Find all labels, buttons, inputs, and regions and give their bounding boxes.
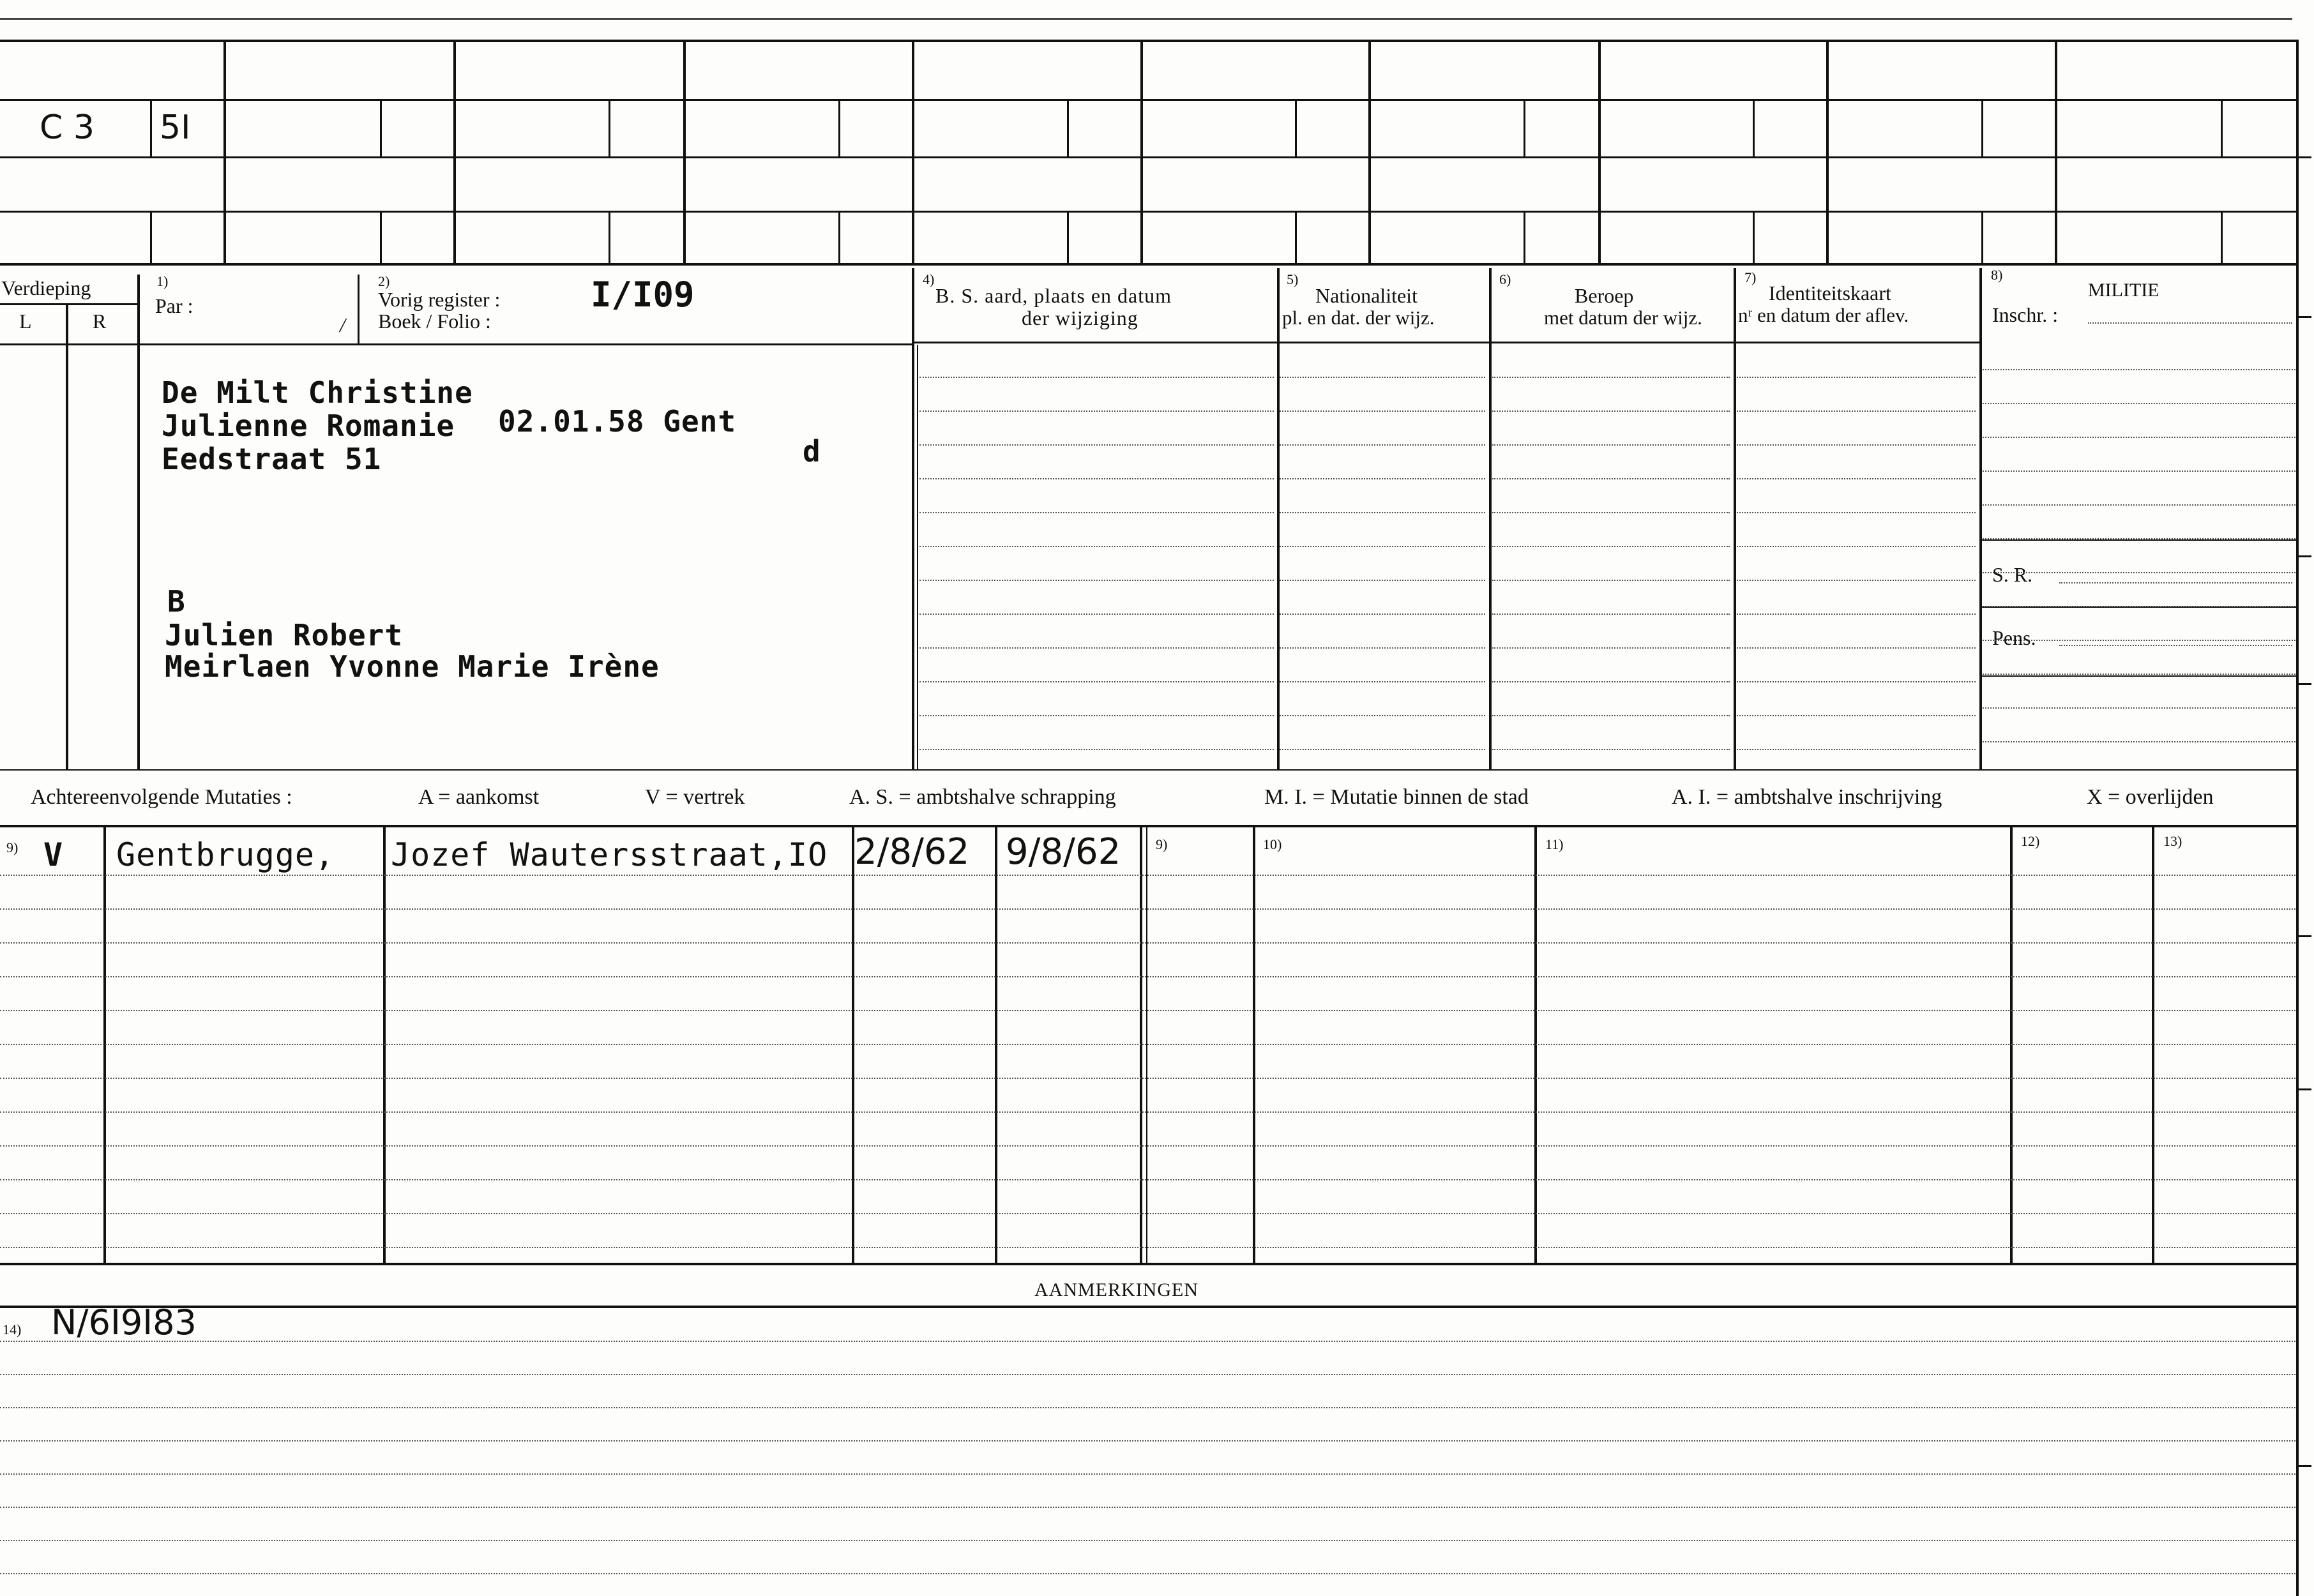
nat-label-2: pl. en dat. der wijz.: [1282, 306, 1435, 329]
pens-label: Pens.: [1992, 626, 2036, 649]
ruled-line: [1983, 504, 2295, 506]
ruled-line: [1492, 580, 1730, 581]
bs-left-divider-2: [917, 345, 918, 769]
header-bottom-right: [913, 342, 1979, 343]
vorig-register-value: I/I09: [591, 275, 695, 315]
ruled-line: [919, 647, 1274, 649]
ruled-line: [1492, 512, 1730, 513]
par-label: Par :: [155, 294, 193, 317]
ruled-line: [919, 580, 1274, 581]
remarks-title: AANMERKINGEN: [1034, 1279, 1199, 1300]
legend-a: A = aankomst: [418, 785, 540, 809]
edge-tick: [2299, 316, 2311, 318]
mutation-street: Jozef Wautersstraat,IO: [391, 836, 828, 873]
ruled-line: [0, 1440, 2295, 1442]
mut-note-9b: 9): [1156, 836, 1168, 852]
ruled-line: [1280, 377, 1485, 378]
legend-title: Achtereenvolgende Mutaties :: [31, 785, 292, 809]
mut-note-11: 11): [1545, 836, 1564, 852]
ruled-line: [1983, 437, 2295, 438]
militie-left-divider: [1979, 268, 1982, 769]
militie-rule: [1981, 675, 2296, 677]
ruled-line: [1492, 410, 1730, 412]
pens-line: [2059, 645, 2292, 646]
ruled-line: [1492, 444, 1730, 446]
remarks-title-line: [0, 1306, 2299, 1308]
ruled-line: [0, 1179, 2295, 1180]
person-marker: d: [803, 434, 821, 469]
mut-note-9: 9): [6, 839, 19, 855]
edge-tick: [2299, 555, 2311, 557]
mutation-top-line: [0, 825, 2299, 827]
ruled-line: [1737, 647, 1976, 649]
ruled-line: [1492, 478, 1730, 479]
ruled-line: [1983, 640, 2295, 641]
ruled-line: [1280, 647, 1485, 649]
bs-label-1: B. S. aard, plaats en datum: [935, 284, 1172, 307]
ruled-line: [1280, 749, 1485, 750]
ruled-line: [919, 546, 1274, 547]
beroep-label-1: Beroep: [1575, 284, 1634, 307]
note-1: 1): [156, 273, 169, 289]
inschr-line: [2088, 322, 2292, 324]
ruled-line: [1280, 681, 1485, 682]
ruled-line: [1737, 478, 1976, 479]
ruled-line: [1492, 614, 1730, 615]
frame-top: [0, 40, 2299, 42]
ruled-line: [0, 1078, 2295, 1079]
ruled-line: [1492, 681, 1730, 682]
ruled-line: [1737, 512, 1976, 513]
edge-tick: [2299, 1088, 2311, 1090]
ruled-line: [0, 1407, 2295, 1408]
ruled-line: [919, 614, 1274, 615]
ruled-line: [1983, 707, 2295, 709]
ruled-line: [0, 1341, 2295, 1342]
remarks-number: N/6I9I83: [51, 1302, 197, 1343]
ruled-line: [1983, 572, 2295, 573]
ruled-line: [0, 908, 2295, 910]
legend-ai: A. I. = ambtshalve inschrijving: [1672, 785, 1942, 809]
ruled-line: [1737, 377, 1976, 378]
ruled-line: [1280, 410, 1485, 412]
person-mother: Meirlaen Yvonne Marie Irène: [165, 649, 660, 684]
floor-label: Verdieping: [1, 276, 91, 299]
person-father: Julien Robert: [165, 618, 404, 652]
ruled-line: [0, 976, 2295, 977]
par-mark: /: [340, 313, 345, 336]
legend-mi: M. I. = Mutatie binnen de stad: [1264, 785, 1529, 809]
ruled-line: [1983, 674, 2295, 675]
ruled-line: [1737, 614, 1976, 615]
militie-label: MILITIE: [2088, 280, 2159, 301]
ruled-line: [1280, 444, 1485, 446]
ruled-line: [1280, 580, 1485, 581]
note-5: 5): [1287, 271, 1299, 287]
ruled-line: [1280, 614, 1485, 615]
note-2: 2): [378, 273, 390, 289]
ruled-line: [919, 410, 1274, 412]
legend-top-line: [0, 769, 2299, 771]
ruled-line: [0, 1111, 2295, 1113]
ruled-line: [1737, 749, 1976, 750]
note-7: 7): [1744, 269, 1757, 285]
edge-tick: [2299, 1465, 2311, 1467]
ruled-line: [0, 1145, 2295, 1147]
ruled-line: [0, 1044, 2295, 1045]
ruled-line: [919, 715, 1274, 716]
par-divider: [358, 275, 359, 343]
note-8: 8): [1991, 267, 2003, 283]
ruled-line: [1737, 444, 1976, 446]
note-4: 4): [923, 271, 935, 287]
ruled-line: [1737, 410, 1976, 412]
ruled-line: [1280, 478, 1485, 479]
person-address: Eedstraat 51: [162, 442, 382, 476]
ruled-line: [1983, 403, 2295, 404]
remarks-top-line: [0, 1263, 2299, 1265]
ruled-line: [0, 1247, 2295, 1248]
ruled-line: [0, 942, 2295, 944]
edge-tick: [2299, 156, 2311, 158]
boek-folio-label: Boek / Folio :: [378, 310, 491, 333]
ruled-line: [1737, 546, 1976, 547]
frame-right: [2296, 40, 2299, 1596]
edge-tick: [2299, 683, 2311, 685]
ruled-line: [1492, 377, 1730, 378]
ruled-line: [1492, 715, 1730, 716]
floor-r-label: R: [93, 310, 107, 333]
mut-note-13: 13): [2163, 833, 2182, 849]
ruled-line: [1492, 749, 1730, 750]
ruled-line: [919, 478, 1274, 479]
bs-label-2: der wijziging: [1022, 306, 1138, 329]
ruled-line: [1737, 580, 1976, 581]
ruled-line: [1983, 369, 2295, 370]
ruled-line: [919, 512, 1274, 513]
floor-right-divider: [137, 275, 140, 769]
id-label-2: nʳ en datum der aflev.: [1738, 304, 1909, 326]
ruled-line: [1280, 715, 1485, 716]
vorig-register-label: Vorig register :: [378, 288, 501, 311]
militie-rule: [1981, 539, 2296, 541]
person-name-1: De Milt Christine: [162, 375, 473, 410]
legend-v: V = vertrek: [645, 785, 745, 809]
section-code: C 3: [40, 109, 95, 147]
inschr-label: Inschr. :: [1992, 303, 2059, 326]
mutation-date-2: 9/8/62: [1006, 831, 1121, 873]
floor-divider: [66, 303, 68, 769]
sr-line: [2059, 582, 2292, 583]
legend-x: X = overlijden: [2087, 785, 2214, 809]
ruled-line: [0, 1213, 2295, 1214]
nat-label-1: Nationaliteit: [1315, 284, 1418, 307]
ruled-line: [0, 1507, 2295, 1508]
ruled-line: [919, 681, 1274, 682]
mutation-type: V: [43, 836, 64, 873]
note-6: 6): [1499, 271, 1511, 287]
remarks-note-14: 14): [3, 1321, 22, 1337]
ruled-line: [1737, 715, 1976, 716]
ruled-line: [919, 444, 1274, 446]
top-edge-line: [0, 18, 2292, 20]
mut-note-10: 10): [1263, 836, 1282, 852]
ruled-line: [1983, 741, 2295, 742]
floor-sub-line: [0, 303, 137, 305]
ruled-line: [0, 1540, 2295, 1541]
beroep-label-2: met datum der wijz.: [1544, 306, 1702, 329]
person-name-2: Julienne Romanie: [162, 409, 455, 443]
ruled-line: [919, 377, 1274, 378]
id-label-1: Identiteitskaart: [1769, 282, 1891, 305]
edge-tick: [2299, 935, 2311, 937]
ruled-line: [1280, 546, 1485, 547]
ruled-line: [0, 1374, 2295, 1375]
ruled-line: [1280, 512, 1485, 513]
ruled-line: [919, 749, 1274, 750]
floor-l-label: L: [19, 310, 32, 333]
sr-label: S. R.: [1992, 563, 2033, 586]
ruled-line: [1983, 471, 2295, 472]
ruled-line: [0, 1473, 2295, 1475]
mutation-place: Gentbrugge,: [116, 836, 335, 873]
ruled-line: [1492, 546, 1730, 547]
ruled-line: [0, 875, 2295, 876]
ruled-line: [1492, 647, 1730, 649]
ruled-line: [0, 1573, 2295, 1574]
ruled-line: [1737, 681, 1976, 682]
person-status: B: [167, 584, 186, 619]
mut-note-12: 12): [2021, 833, 2040, 849]
house-number-code: 5I: [160, 109, 191, 147]
legend-as: A. S. = ambtshalve schrapping: [849, 785, 1116, 809]
person-birth: 02.01.58 Gent: [498, 404, 737, 439]
militie-rule: [1981, 606, 2296, 608]
mutation-date-1: 2/8/62: [854, 831, 970, 873]
ruled-line: [0, 1010, 2295, 1011]
